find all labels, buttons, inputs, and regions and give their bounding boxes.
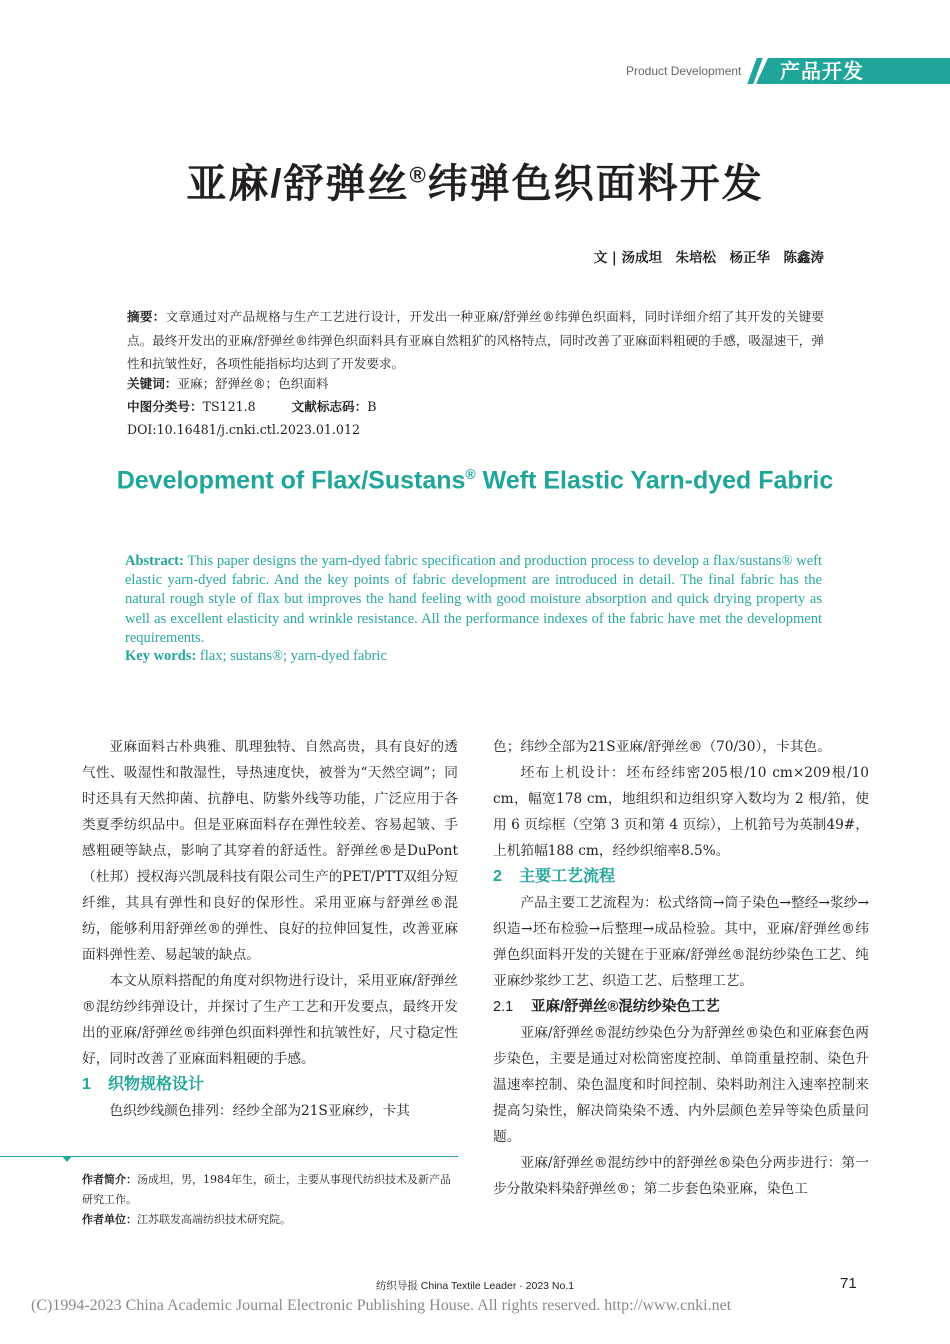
section-number: 1 xyxy=(82,1076,91,1093)
body-column-left xyxy=(82,734,458,1124)
body-column-right xyxy=(493,734,869,1202)
paragraph: 亚麻面料古朴典雅、肌理独特、自然高贵，具有良好的透气性、吸湿性和散湿性，导热速度快，被誉为“天然空调”；同时还具有天然抑菌、抗静电、防紫外线等功能，广泛应用于各类夏季纺织品中。但是亚麻面料存在弹性较差、容易起皱、手感粗硬等缺点，影响了其穿着的舒适性。舒弹丝®是DuPont（杜邦）授权海兴凯晟科技有限公司生产的PET/PTT双组分短纤维，其具有弹性和良好的保形性。采用亚麻与舒弹丝®混纺，能够利用舒弹丝®的弹性、良好的拉伸回复性，改善亚麻面料弹性差、易起皱的缺点。 xyxy=(82,739,458,963)
section-number: 2 xyxy=(493,868,502,885)
abstract-cn-label: 摘要： xyxy=(127,310,166,324)
keywords-en-text: flax; sustans®; yarn-dyed fabric xyxy=(199,648,387,664)
article-title xyxy=(0,152,950,209)
author-unit xyxy=(82,1210,458,1230)
clc-value: TS121.8 xyxy=(202,399,256,414)
author-unit-text: 江苏联发高端纺织技术研究院。 xyxy=(137,1213,291,1226)
clc-label: 中图分类号： xyxy=(127,400,203,414)
paragraph: 亚麻/舒弹丝®混纺纱染色分为舒弹丝®染色和亚麻套色两步染色，主要是通过对松筒密度控制、单筒重量控制、染色升温速率控制、染色温度和时间控制、染料助剂注入速率控制来提高匀染性，解决筒染染不透、内外层颜色差异等染色质量问题。 xyxy=(493,1025,869,1145)
paragraph: 色织纱线颜色排列：经纱全部为21S亚麻纱，卡其 xyxy=(109,1103,410,1119)
classification-line xyxy=(127,395,824,419)
section-title: 织物规格设计 xyxy=(108,1076,205,1093)
paragraph: 产品主要工艺流程为：松式络筒→筒子染色→整经→浆纱→织造→坯布检验→后整理→成品检验。其中，亚麻/舒弹丝®纬弹色织面料开发的关键在于亚麻/舒弹丝®混纺纱染色工艺、纯亚麻纱浆纱工艺、织造工艺、后整理工艺。 xyxy=(493,895,869,989)
subsection-title: 亚麻/舒弹丝®混纺纱染色工艺 xyxy=(531,999,720,1015)
abstract-en-label: Abstract: xyxy=(125,553,184,569)
keywords-cn-text: 亚麻；舒弹丝®；色织面料 xyxy=(177,376,329,391)
author-bio-text: 汤成坦，男，1984年生，硕士，主要从事现代纺织技术及新产品研究工作。 xyxy=(82,1173,451,1206)
copyright-line: (C)1994-2023 China Academic Journal Electronic Publishing House. All rights reserved. http://www.cnki.net xyxy=(31,1297,732,1314)
author-line: 文 | 汤成坦 朱培松 杨正华 陈鑫涛 xyxy=(593,250,824,266)
doc-code-value: B xyxy=(367,399,377,414)
author-bio xyxy=(82,1170,458,1210)
paragraph: 本文从原料搭配的角度对织物进行设计，采用亚麻/舒弹丝®混纺纱纬弹设计，并探讨了生产工艺和开发要点，最终开发出的亚麻/舒弹丝®纬弹色织面料弹性和抗皱性好，尺寸稳定性好，同时改善了亚麻面料粗硬的手感。 xyxy=(82,973,458,1067)
section-label-en: Product Development xyxy=(626,64,742,78)
section-heading-1 xyxy=(82,1072,458,1098)
keywords-en-label: Key words: xyxy=(125,648,197,664)
doi: DOI:10.16481/j.cnki.ctl.2023.01.012 xyxy=(127,422,360,437)
article-title-en xyxy=(0,466,950,495)
keywords-en xyxy=(125,648,387,665)
paragraph: 色；纬纱全部为21S亚麻/舒弹丝®（70/30），卡其色。 xyxy=(493,739,831,755)
page-number: 71 xyxy=(840,1275,857,1292)
abstract-cn xyxy=(127,305,824,375)
title-en-main: Development of Flax/Sustans xyxy=(116,466,466,495)
paragraph: 亚麻/舒弹丝®混纺纱中的舒弹丝®染色分两步进行：第一步分散染料染舒弹丝®；第二步套色染亚麻，染色工 xyxy=(493,1155,869,1197)
footnote xyxy=(82,1170,458,1230)
subsection-heading-2-1 xyxy=(493,994,869,1020)
paragraph: 坯布上机设计：坯布经纬密205根/10 cm×209根/10 cm，幅宽178 cm，地组织和边组织穿入数均为 2 根/筘，使用 6 页综框（空第 3 页和第 4 页综），上机筘号为英制49#，上机筘幅188 cm，经纱织缩率8.5%。 xyxy=(493,765,869,859)
subsection-number: 2.1 xyxy=(493,999,514,1015)
title-en-rest: Weft Elastic Yarn-dyed Fabric xyxy=(475,466,834,495)
title-registered-mark: ® xyxy=(409,162,428,188)
title-en-registered-mark: ® xyxy=(465,466,476,482)
keywords-cn xyxy=(127,372,824,396)
footnote-marker xyxy=(62,1156,72,1162)
keywords-cn-label: 关键词： xyxy=(127,377,178,391)
author-bio-label: 作者简介： xyxy=(82,1174,137,1186)
title-main: 亚麻/舒弹丝 xyxy=(186,162,410,206)
title-rest: 纬弹色织面料开发 xyxy=(427,162,764,206)
section-title: 主要工艺流程 xyxy=(519,868,616,885)
journal-footer: 纺织导报 China Textile Leader · 2023 No.1 xyxy=(375,1280,575,1292)
doc-code-label: 文献标志码： xyxy=(291,400,368,414)
section-label-cn: 产品开发 xyxy=(780,59,864,83)
abstract-en xyxy=(125,552,822,648)
abstract-en-text: This paper designs the yarn-dyed fabric specification and production process to develop a flax/sustans® weft elastic yarn-dyed fabric. And the key points of fabric development are introduced in detail. The final fabric has the natural rough style of flax but improves the hand feeling with good moisture absorption and quick drying property as well as excellent elasticity and wrinkle resistance. All the performance indexes of the fabric have met the development requirements. xyxy=(125,553,822,646)
author-unit-label: 作者单位： xyxy=(82,1214,137,1226)
abstract-cn-text: 文章通过对产品规格与生产工艺进行设计，开发出一种亚麻/舒弹丝®纬弹色织面料，同时详细介绍了其开发的关键要点。最终开发出的亚麻/舒弹丝®纬弹色织面料具有亚麻自然粗犷的风格特点，同时改善了亚麻面料粗硬的手感，吸湿速干，弹性和抗皱性好，各项性能指标均达到了开发要求。 xyxy=(127,309,825,371)
section-heading-2 xyxy=(493,864,869,890)
